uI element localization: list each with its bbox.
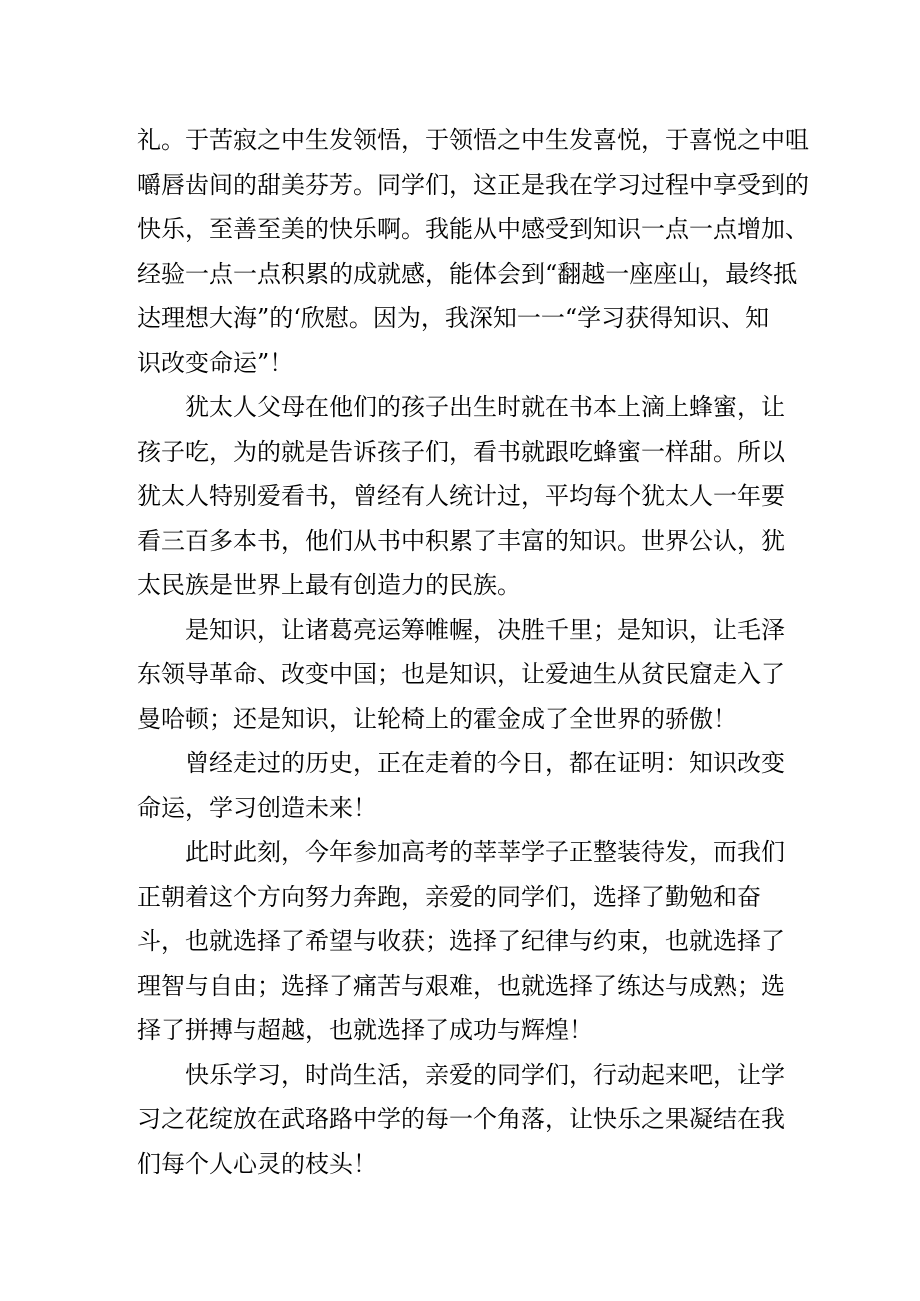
text-line: 嚼唇齿间的甜美芬芳。同学们，这正是我在学习过程中享受到的: [137, 170, 809, 199]
text-line: 经验一点一点积累的成就感，能体会到“翻越一座座山，最终抵: [137, 259, 798, 288]
text-line: 是知识，让诸葛亮运筹帷幄，决胜千里；是知识，让毛泽: [185, 615, 785, 644]
text-line: 们每个人心灵的枝头！: [137, 1149, 377, 1178]
paragraph-4: [137, 741, 785, 830]
text-line: 曾经走过的历史，正在走着的今日，都在证明：知识改变: [185, 749, 785, 777]
paragraph-1: [137, 118, 809, 385]
text-line: 正朝着这个方向努力奔跑，亲爱的同学们，选择了勤勉和奋: [137, 882, 761, 911]
text-line: 犹太人特别爱看书，曾经有人统计过，平均每个犹太人一年要: [137, 482, 785, 510]
text-line: 识改变命运”！: [137, 348, 294, 377]
text-line: 择了拼搏与超越，也就选择了成功与辉煌！: [137, 1016, 593, 1044]
text-line: 快乐学习，时尚生活，亲爱的同学们，行动起来吧，让学: [185, 1060, 785, 1089]
text-line: 理智与自由；选择了痛苦与艰难，也就选择了练达与成熟；选: [137, 971, 785, 1000]
text-line: 犹太人父母在他们的孩子出生时就在书本上滴上蜂蜜，让: [185, 393, 785, 421]
text-line: 习之花绽放在武珞路中学的每一个角落，让快乐之果凝结在我: [137, 1105, 785, 1133]
text-line: 此时此刻，今年参加高考的莘莘学子正整装待发，而我们: [185, 838, 785, 866]
text-line: 东领导革命、改变中国；也是知识，让爱迪生从贫民窟走入了: [137, 660, 785, 688]
paragraph-5: [137, 830, 785, 1053]
text-line: 快乐，至善至美的快乐啊。我能从中感受到知识一点一点增加、: [137, 215, 809, 243]
paragraph-2: [137, 385, 785, 608]
paragraph-6: [137, 1053, 785, 1187]
text-line: 命运，学习创造未来！: [137, 793, 377, 822]
document-page: [137, 118, 809, 1186]
text-line: 斗，也就选择了希望与收获；选择了纪律与约束，也就选择了: [137, 927, 785, 955]
text-line: 礼。于苦寂之中生发领悟，于领悟之中生发喜悦，于喜悦之中咀: [137, 126, 809, 154]
text-line: 太民族是世界上最有创造力的民族。: [137, 571, 521, 599]
text-line: 达理想大海”的‘欣慰。因为，我深知一一“学习获得知识、知: [137, 304, 770, 332]
paragraph-3: [137, 608, 785, 742]
text-line: 看三百多本书，他们从书中积累了丰富的知识。世界公认，犹: [137, 526, 785, 555]
text-line: 孩子吃，为的就是告诉孩子们，看书就跟吃蜂蜜一样甜。所以: [137, 437, 785, 466]
text-line: 曼哈顿；还是知识，让轮椅上的霍金成了全世界的骄傲！: [137, 704, 737, 733]
